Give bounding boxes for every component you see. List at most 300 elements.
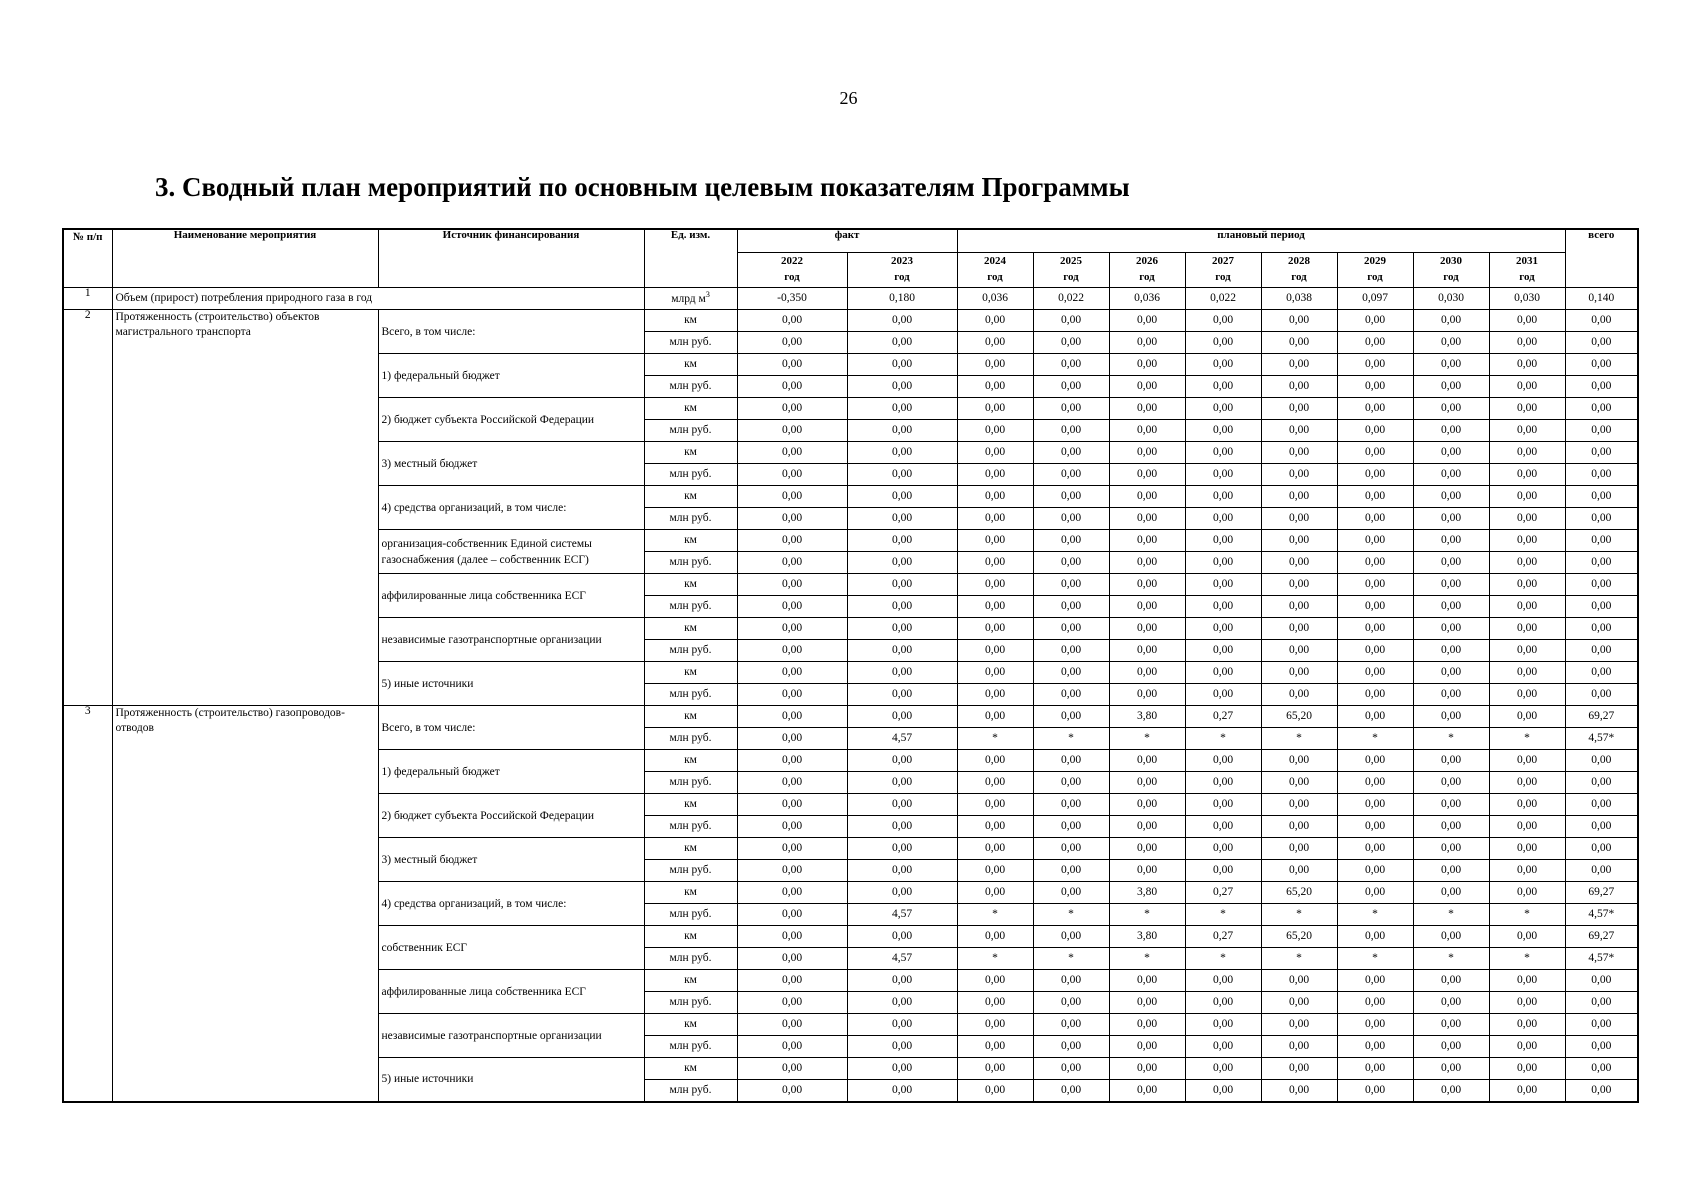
value-cell: 0,00	[847, 640, 957, 662]
value-cell: 0,00	[1337, 794, 1413, 816]
value-cell: 0,00	[847, 1058, 957, 1080]
value-cell: 0,00	[1337, 640, 1413, 662]
row-unit: млн руб.	[644, 860, 737, 882]
value-cell: 0,27	[1185, 926, 1261, 948]
value-cell: 0,00	[1185, 816, 1261, 838]
value-cell: 0,00	[1261, 398, 1337, 420]
value-cell: 0,00	[1565, 684, 1638, 706]
value-cell: 0,00	[1261, 816, 1337, 838]
value-cell: *	[1337, 904, 1413, 926]
value-cell: 0,00	[1261, 464, 1337, 486]
value-cell: 0,00	[1565, 662, 1638, 684]
row-unit: км	[644, 926, 737, 948]
value-cell: 0,00	[737, 970, 847, 992]
funding-source: 3) местный бюджет	[378, 838, 644, 882]
funding-source: 5) иные источники	[378, 662, 644, 706]
value-cell: 0,00	[1489, 662, 1565, 684]
value-cell: 0,00	[1033, 816, 1109, 838]
value-cell: 0,00	[957, 772, 1033, 794]
value-cell: 0,00	[1337, 464, 1413, 486]
value-cell: 0,00	[1109, 310, 1185, 332]
header-year-suffix: год	[1519, 271, 1535, 283]
value-cell: 0,00	[1261, 618, 1337, 640]
value-cell: 0,00	[1033, 552, 1109, 574]
value-cell: 0,00	[1185, 1058, 1261, 1080]
value-cell: 0,00	[957, 838, 1033, 860]
value-cell: 0,00	[1489, 596, 1565, 618]
value-cell: 0,00	[1413, 750, 1489, 772]
header-year	[847, 253, 957, 288]
header-year-value: 2026	[1136, 255, 1159, 267]
row-unit: млн руб.	[644, 596, 737, 618]
value-cell: 0,00	[1109, 464, 1185, 486]
value-cell: 0,00	[1413, 376, 1489, 398]
value-cell: 0,00	[1565, 596, 1638, 618]
value-cell: 0,00	[957, 640, 1033, 662]
value-cell: -0,350	[737, 288, 847, 310]
value-cell: 0,00	[1109, 816, 1185, 838]
value-cell: 0,00	[1413, 618, 1489, 640]
section-name: Протяженность (строительство) газопроводов-отводов	[112, 706, 378, 1102]
header-year-suffix: год	[987, 271, 1003, 283]
value-cell: 0,00	[737, 442, 847, 464]
value-cell: 0,00	[1185, 794, 1261, 816]
value-cell: *	[957, 904, 1033, 926]
value-cell: 0,00	[1185, 376, 1261, 398]
value-cell: 0,00	[847, 332, 957, 354]
value-cell: 0,180	[847, 288, 957, 310]
header-year	[1261, 253, 1337, 288]
value-cell: 0,00	[1109, 1080, 1185, 1102]
value-cell: 0,00	[1185, 1080, 1261, 1102]
header-year-suffix: год	[894, 271, 910, 283]
header-year	[957, 253, 1033, 288]
value-cell: 0,00	[1489, 992, 1565, 1014]
value-cell: 0,00	[1489, 794, 1565, 816]
row-unit: км	[644, 838, 737, 860]
value-cell: 65,20	[1261, 926, 1337, 948]
value-cell: 0,00	[1033, 750, 1109, 772]
value-cell: 0,00	[847, 508, 957, 530]
funding-source: 1) федеральный бюджет	[378, 354, 644, 398]
value-cell: 0,00	[737, 640, 847, 662]
value-cell: 0,00	[847, 1036, 957, 1058]
value-cell: 0,00	[957, 1014, 1033, 1036]
value-cell: *	[1109, 904, 1185, 926]
value-cell: 0,00	[957, 398, 1033, 420]
value-cell: 0,00	[1185, 860, 1261, 882]
funding-source: 4) средства организаций, в том числе:	[378, 486, 644, 530]
header-year-suffix: год	[784, 271, 800, 283]
value-cell: 0,030	[1413, 288, 1489, 310]
value-cell: *	[1261, 904, 1337, 926]
value-cell: 0,00	[847, 398, 957, 420]
value-cell: 0,00	[1565, 442, 1638, 464]
row-name: Объем (прирост) потребления природного газа в год	[112, 288, 644, 310]
value-cell: 0,00	[1489, 772, 1565, 794]
row-unit: км	[644, 530, 737, 552]
value-cell: 0,00	[1337, 442, 1413, 464]
value-cell: *	[1337, 728, 1413, 750]
value-cell: 0,00	[847, 618, 957, 640]
value-cell: 0,00	[1489, 1014, 1565, 1036]
row-unit: км	[644, 398, 737, 420]
value-cell: 0,00	[1033, 530, 1109, 552]
value-cell: 0,00	[1413, 992, 1489, 1014]
header-year-value: 2029	[1364, 255, 1387, 267]
value-cell: 0,00	[847, 992, 957, 1014]
unit-text: млрд м	[671, 293, 706, 306]
value-cell: 0,00	[847, 376, 957, 398]
value-cell: 69,27	[1565, 706, 1638, 728]
value-cell: 0,00	[957, 530, 1033, 552]
value-cell: 0,00	[1185, 662, 1261, 684]
value-cell: 0,00	[1337, 310, 1413, 332]
value-cell: 0,00	[1185, 970, 1261, 992]
value-cell: 0,00	[1565, 1058, 1638, 1080]
value-cell: 0,00	[737, 904, 847, 926]
value-cell: 0,00	[1033, 596, 1109, 618]
value-cell: 0,00	[1033, 618, 1109, 640]
value-cell: 0,00	[1565, 1014, 1638, 1036]
value-cell: 0,00	[847, 882, 957, 904]
row-unit: км	[644, 442, 737, 464]
value-cell: 0,00	[957, 1036, 1033, 1058]
funding-source: 5) иные источники	[378, 1058, 644, 1102]
value-cell: 0,00	[847, 574, 957, 596]
header-year-suffix: год	[1139, 271, 1155, 283]
value-cell: 0,00	[1033, 332, 1109, 354]
value-cell: 0,00	[1413, 838, 1489, 860]
value-cell: 0,00	[737, 530, 847, 552]
value-cell: 0,00	[737, 860, 847, 882]
value-cell: 0,00	[1489, 816, 1565, 838]
value-cell: 0,00	[1489, 640, 1565, 662]
value-cell: 0,00	[1261, 992, 1337, 1014]
value-cell: 0,00	[1565, 398, 1638, 420]
header-year-value: 2022	[781, 255, 803, 267]
value-cell: 0,00	[847, 706, 957, 728]
value-cell: 0,00	[1413, 1036, 1489, 1058]
value-cell: 0,00	[1185, 354, 1261, 376]
value-cell: 0,00	[1261, 684, 1337, 706]
value-cell: 69,27	[1565, 926, 1638, 948]
value-cell: 0,00	[957, 662, 1033, 684]
value-cell: 0,00	[1413, 926, 1489, 948]
value-cell: *	[1261, 948, 1337, 970]
value-cell: 0,00	[1337, 882, 1413, 904]
value-cell: 0,00	[737, 486, 847, 508]
value-cell: 0,00	[1337, 530, 1413, 552]
value-cell: 4,57	[847, 728, 957, 750]
value-cell: 0,00	[1413, 486, 1489, 508]
value-cell: 0,00	[1489, 354, 1565, 376]
row-unit: млн руб.	[644, 464, 737, 486]
value-cell: *	[1033, 728, 1109, 750]
row-unit: млн руб.	[644, 728, 737, 750]
value-cell: 0,00	[737, 596, 847, 618]
value-cell: 0,00	[1565, 464, 1638, 486]
section-name: Протяженность (строительство) объектов магистрального транспорта	[112, 310, 378, 706]
value-cell: 0,00	[1565, 772, 1638, 794]
value-cell: 0,00	[1565, 508, 1638, 530]
value-cell: 0,00	[1489, 486, 1565, 508]
value-cell: 0,022	[1185, 288, 1261, 310]
value-cell: 0,00	[1033, 684, 1109, 706]
row-unit: км	[644, 486, 737, 508]
value-cell: 0,00	[737, 508, 847, 530]
value-cell: 4,57*	[1565, 948, 1638, 970]
row-unit: млн руб.	[644, 1080, 737, 1102]
section-number: 2	[63, 310, 112, 706]
value-cell: 0,00	[1413, 772, 1489, 794]
value-cell: 0,00	[1489, 420, 1565, 442]
value-cell: 0,00	[1413, 1058, 1489, 1080]
value-cell: 0,00	[1337, 1036, 1413, 1058]
value-cell: 0,00	[1109, 860, 1185, 882]
header-source: Источник финансирования	[378, 229, 644, 288]
value-cell: 0,00	[1109, 442, 1185, 464]
value-cell: 0,00	[1413, 442, 1489, 464]
value-cell: 0,00	[1413, 882, 1489, 904]
value-cell: 0,00	[847, 772, 957, 794]
value-cell: 0,00	[957, 552, 1033, 574]
header-total: всего	[1565, 229, 1638, 288]
value-cell: 0,00	[1489, 750, 1565, 772]
value-cell: 0,00	[957, 816, 1033, 838]
value-cell: 0,27	[1185, 706, 1261, 728]
value-cell: 3,80	[1109, 926, 1185, 948]
value-cell: 0,00	[1109, 486, 1185, 508]
value-cell: 0,00	[1033, 442, 1109, 464]
value-cell: 0,00	[1033, 1014, 1109, 1036]
row-unit: млн руб.	[644, 332, 737, 354]
value-cell: 0,00	[1337, 838, 1413, 860]
value-cell: 0,00	[1337, 706, 1413, 728]
value-cell: *	[1185, 948, 1261, 970]
value-cell: 0,00	[737, 1036, 847, 1058]
value-cell: 0,00	[1413, 552, 1489, 574]
value-cell: 0,00	[957, 618, 1033, 640]
value-cell: 0,00	[1489, 618, 1565, 640]
value-cell: 0,00	[1185, 574, 1261, 596]
value-cell: 0,00	[1565, 354, 1638, 376]
value-cell: 0,00	[737, 926, 847, 948]
value-cell: 0,00	[1261, 354, 1337, 376]
value-cell: 0,00	[957, 992, 1033, 1014]
value-cell: 0,00	[1109, 1058, 1185, 1080]
value-cell: 0,00	[1033, 794, 1109, 816]
value-cell: 0,00	[1413, 420, 1489, 442]
value-cell: 65,20	[1261, 882, 1337, 904]
value-cell: 0,00	[737, 992, 847, 1014]
value-cell: 0,00	[1185, 1036, 1261, 1058]
value-cell: 0,00	[1565, 420, 1638, 442]
value-cell: 0,00	[957, 684, 1033, 706]
section-number: 3	[63, 706, 112, 1102]
value-cell: 0,00	[957, 464, 1033, 486]
value-cell: 0,00	[1261, 574, 1337, 596]
header-year-value: 2031	[1516, 255, 1539, 267]
value-cell: 0,00	[957, 596, 1033, 618]
value-cell: 0,00	[1413, 706, 1489, 728]
value-cell: 0,00	[737, 794, 847, 816]
value-cell: 0,036	[957, 288, 1033, 310]
row-unit: км	[644, 574, 737, 596]
value-cell: 0,036	[1109, 288, 1185, 310]
value-cell: 0,00	[1185, 442, 1261, 464]
value-cell: 0,00	[1261, 552, 1337, 574]
value-cell: 0,00	[737, 464, 847, 486]
value-cell: 0,00	[1565, 860, 1638, 882]
value-cell: 0,00	[737, 1014, 847, 1036]
value-cell: 0,00	[1489, 926, 1565, 948]
header-year	[1033, 253, 1109, 288]
header-year	[1489, 253, 1565, 288]
header-year	[1109, 253, 1185, 288]
row-unit: млн руб.	[644, 376, 737, 398]
row-unit: млн руб.	[644, 684, 737, 706]
value-cell: 0,00	[1109, 838, 1185, 860]
row-unit: км	[644, 750, 737, 772]
value-cell: 0,00	[1109, 772, 1185, 794]
value-cell: 0,00	[737, 1080, 847, 1102]
value-cell: 0,00	[1413, 1080, 1489, 1102]
funding-source: аффилированные лица собственника ЕСГ	[378, 970, 644, 1014]
value-cell: 0,00	[1033, 926, 1109, 948]
value-cell: 0,00	[1109, 508, 1185, 530]
value-cell: *	[1109, 948, 1185, 970]
value-cell: 0,00	[1337, 486, 1413, 508]
value-cell: 0,00	[847, 1014, 957, 1036]
value-cell: *	[957, 728, 1033, 750]
value-cell: 0,00	[1109, 530, 1185, 552]
value-cell: 0,00	[1261, 640, 1337, 662]
value-cell: 0,00	[1337, 684, 1413, 706]
value-cell: 69,27	[1565, 882, 1638, 904]
value-cell: 0,00	[1489, 706, 1565, 728]
value-cell: 3,80	[1109, 882, 1185, 904]
value-cell: 0,00	[1489, 398, 1565, 420]
value-cell: 0,00	[1337, 398, 1413, 420]
row-unit: млн руб.	[644, 1036, 737, 1058]
value-cell: 0,00	[1185, 486, 1261, 508]
value-cell: 0,00	[1185, 530, 1261, 552]
value-cell: 0,00	[1185, 618, 1261, 640]
row-unit: км	[644, 310, 737, 332]
value-cell: 0,00	[957, 970, 1033, 992]
table-row	[63, 706, 1638, 728]
value-cell: 0,00	[1033, 838, 1109, 860]
funding-source: организация-собственник Единой системы газоснабжения (далее – собственник ЕСГ)	[378, 530, 644, 574]
value-cell: 4,57*	[1565, 728, 1638, 750]
value-cell: 0,00	[1413, 596, 1489, 618]
value-cell: 0,00	[1185, 398, 1261, 420]
value-cell: 0,00	[1033, 706, 1109, 728]
value-cell: 0,00	[957, 794, 1033, 816]
row-unit: км	[644, 970, 737, 992]
value-cell: 0,00	[1109, 992, 1185, 1014]
funding-source: собственник ЕСГ	[378, 926, 644, 970]
value-cell: 0,00	[737, 332, 847, 354]
value-cell: 0,00	[957, 1058, 1033, 1080]
value-cell: 0,00	[847, 464, 957, 486]
value-cell: 0,00	[1185, 464, 1261, 486]
value-cell: 0,00	[1337, 420, 1413, 442]
value-cell: 0,00	[1565, 332, 1638, 354]
value-cell: 0,00	[1109, 970, 1185, 992]
value-cell: 0,00	[1337, 1080, 1413, 1102]
row-unit: млн руб.	[644, 508, 737, 530]
value-cell: 0,00	[1413, 1014, 1489, 1036]
value-cell: 0,00	[1261, 860, 1337, 882]
value-cell: 0,00	[1413, 530, 1489, 552]
value-cell: 0,00	[1489, 684, 1565, 706]
value-cell: 0,00	[957, 442, 1033, 464]
value-cell: 0,00	[1033, 486, 1109, 508]
row-unit: км	[644, 354, 737, 376]
value-cell: 0,00	[1261, 838, 1337, 860]
value-cell: 0,00	[1413, 508, 1489, 530]
value-cell: 0,00	[1337, 596, 1413, 618]
value-cell: 0,00	[1033, 992, 1109, 1014]
value-cell: 0,00	[1337, 662, 1413, 684]
value-cell: 0,00	[1109, 354, 1185, 376]
value-cell: *	[1337, 948, 1413, 970]
value-cell: 0,00	[1109, 640, 1185, 662]
header-year-value: 2027	[1212, 255, 1235, 267]
value-cell: 0,00	[957, 420, 1033, 442]
value-cell: 0,00	[1109, 684, 1185, 706]
value-cell: 0,00	[847, 354, 957, 376]
value-cell: 0,00	[847, 530, 957, 552]
value-cell: 0,00	[1185, 684, 1261, 706]
value-cell: 0,00	[957, 926, 1033, 948]
value-cell: 0,00	[1261, 530, 1337, 552]
value-cell: 0,00	[847, 596, 957, 618]
value-cell: 0,00	[1337, 618, 1413, 640]
value-cell: 0,00	[1185, 310, 1261, 332]
row-unit: км	[644, 662, 737, 684]
value-cell: 0,00	[1033, 1058, 1109, 1080]
value-cell: 0,00	[1337, 816, 1413, 838]
header-year-suffix: год	[1367, 271, 1383, 283]
funding-source: 1) федеральный бюджет	[378, 750, 644, 794]
value-cell: *	[957, 948, 1033, 970]
value-cell: 0,00	[1261, 596, 1337, 618]
value-cell: 0,00	[847, 794, 957, 816]
value-cell: 0,00	[847, 926, 957, 948]
value-cell: 0,00	[1261, 310, 1337, 332]
value-cell: *	[1489, 728, 1565, 750]
table-row	[63, 310, 1638, 332]
value-cell: 0,00	[847, 816, 957, 838]
value-cell: 4,57	[847, 904, 957, 926]
funding-source: независимые газотранспортные организации	[378, 1014, 644, 1058]
header-year	[1337, 253, 1413, 288]
value-cell: 0,00	[1261, 1080, 1337, 1102]
value-cell: 0,00	[737, 574, 847, 596]
value-cell: 0,00	[1489, 376, 1565, 398]
table-row	[63, 288, 1638, 310]
row-unit: км	[644, 1058, 737, 1080]
row-number: 1	[63, 288, 112, 310]
row-unit: км	[644, 618, 737, 640]
value-cell: 0,00	[1185, 508, 1261, 530]
value-cell: 0,00	[847, 838, 957, 860]
value-cell: 0,00	[1489, 970, 1565, 992]
value-cell: 3,80	[1109, 706, 1185, 728]
